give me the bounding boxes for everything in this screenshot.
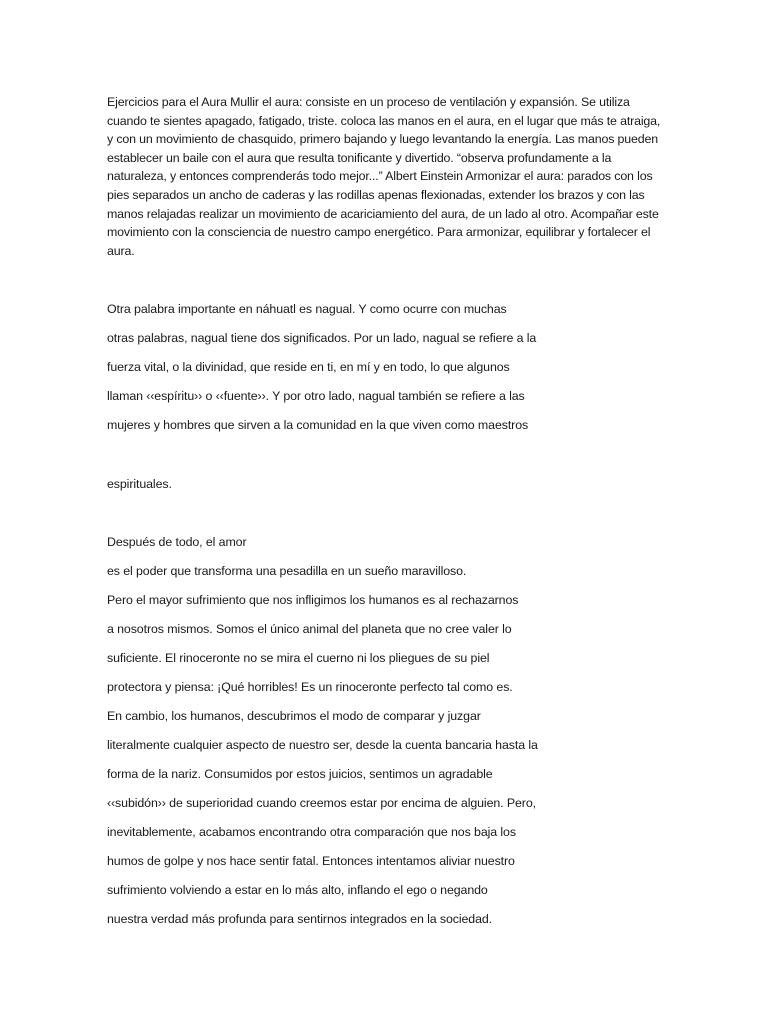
text-line: nuestra verdad más profunda para sentirnos integrados en la sociedad. bbox=[107, 912, 493, 926]
text-line: otras palabras, nagual tiene dos significados. Por un lado, nagual se refiere a la bbox=[107, 331, 537, 345]
text-line: humos de golpe y nos hace sentir fatal. Entonces intentamos aliviar nuestro bbox=[107, 854, 515, 868]
text-line: mujeres y hombres que sirven a la comunidad en la que viven como maestros bbox=[107, 418, 529, 432]
text-line: protectora y piensa: ¡Qué horribles! Es un rinoceronte perfecto tal como es. bbox=[107, 680, 513, 694]
text-line: fuerza vital, o la divinidad, que reside en ti, en mí y en todo, lo que algunos bbox=[107, 360, 510, 374]
text-line: Otra palabra importante en náhuatl es nagual. Y como ocurre con muchas bbox=[107, 302, 507, 316]
paragraph-aura-exercises: Ejercicios para el Aura Mullir el aura: consiste en un proceso de ventilación y expansión. Se utiliza cuando te sientes apagado, fatigado, triste. coloca las manos en el aura, en el lugar que más te atraiga, y con un movimiento de chasquido, primero bajando y luego levantando la energía. Las manos pueden establecer un baile con el aura que resulta tonificante y divertido. “observa profundamente a la naturaleza, y entonces comprenderás todo mejor...” Albert Einstein Armonizar el aura: parados con los pies separados un ancho de caderas y las rodillas apenas flexionadas, extender los brazos y con las manos relajadas realizar un movimiento de acariciamiento del aura, de un lado al otro. Acompañar este movimiento con la consciencia de nuestro campo energético. Para armonizar, equilibrar y fortalecer el aura. bbox=[107, 95, 661, 258]
text-line: sufrimiento volviendo a estar en lo más alto, inflando el ego o negando bbox=[107, 883, 488, 897]
text-line: forma de la nariz. Consumidos por estos juicios, sentimos un agradable bbox=[107, 767, 493, 781]
text-line: suficiente. El rinoceronte no se mira el cuerno ni los pliegues de su piel bbox=[107, 651, 490, 665]
text-line: a nosotros mismos. Somos el único animal del planeta que no cree valer lo bbox=[107, 622, 512, 636]
text-line: llaman ‹‹espíritu›› o ‹‹fuente››. Y por otro lado, nagual también se refiere a las bbox=[107, 389, 525, 403]
text-line: En cambio, los humanos, descubrimos el modo de comparar y juzgar bbox=[107, 709, 481, 723]
text-line: ‹‹subidón›› de superioridad cuando creemos estar por encima de alguien. Pero, bbox=[107, 796, 536, 810]
text-line: es el poder que transforma una pesadilla en un sueño maravilloso. bbox=[107, 564, 467, 578]
text-line: Después de todo, el amor bbox=[107, 535, 247, 549]
text-line: literalmente cualquier aspecto de nuestro ser, desde la cuenta bancaria hasta la bbox=[107, 738, 538, 752]
text-line: inevitablemente, acabamos encontrando otra comparación que nos baja los bbox=[107, 825, 516, 839]
text-line: Pero el mayor sufrimiento que nos infligimos los humanos es al rechazarnos bbox=[107, 593, 519, 607]
text-line: espirituales. bbox=[107, 477, 172, 491]
